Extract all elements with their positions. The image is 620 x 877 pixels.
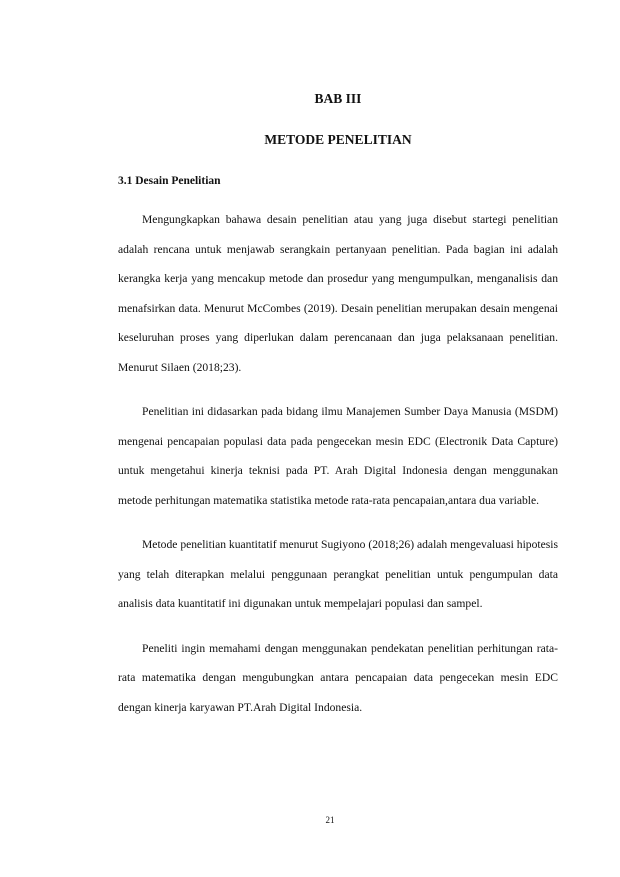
paragraph-2: Penelitian ini didasarkan pada bidang ilmu Manajemen Sumber Daya Manusia (MSDM) mengenai pencapaian populasi data pada pengecekan mesin EDC (Electronik Data Capture) untuk mengetahui kinerja teknisi pada PT. Arah Digital Indonesia dengan menggunakan metode perhitungan matematika statistika metode rata-rata pencapaian,antara dua variable. — [118, 405, 558, 507]
chapter-title: METODE PENELITIAN — [264, 132, 412, 147]
paragraph-3: Metode penelitian kuantitatif menurut Sugiyono (2018;26) adalah mengevaluasi hipotesis yang telah diterapkan melalui penggunaan perangkat penelitian untuk pengumpulan data analisis data kuantitatif ini digunakan untuk mempelajari populasi dan sampel. — [118, 538, 558, 610]
paragraph-4: Peneliti ingin memahami dengan menggunakan pendekatan penelitian perhitungan rata-rata matematika dengan mengubungkan antara pencapaian data pengecekan mesin EDC dengan kinerja karyawan PT.Arah Digital Indonesia. — [118, 641, 558, 714]
section-heading: 3.1 Desain Penelitian — [118, 175, 221, 187]
paragraph-1: Mengungkapkan bahawa desain penelitian atau yang juga disebut startegi penelitian adalah rencana untuk menjawab serangkain pertanyaan penelitian. Pada bagian ini adalah kerangka kerja yang mencakup metode dan prosedur yang mengumpulkan, menganalisis dan menafsirkan data. Menurut McCombes (2019). Desain penelitian merupakan desain mengenai keseluruhan proses yang diperlukan dalam perencanaan dan juga pelaksanaan penelitian. Menurut Silaen (2018;23). — [118, 213, 558, 374]
body-text — [118, 205, 558, 737]
chapter-number: BAB III — [314, 91, 362, 106]
page-number: 21 — [325, 815, 335, 825]
